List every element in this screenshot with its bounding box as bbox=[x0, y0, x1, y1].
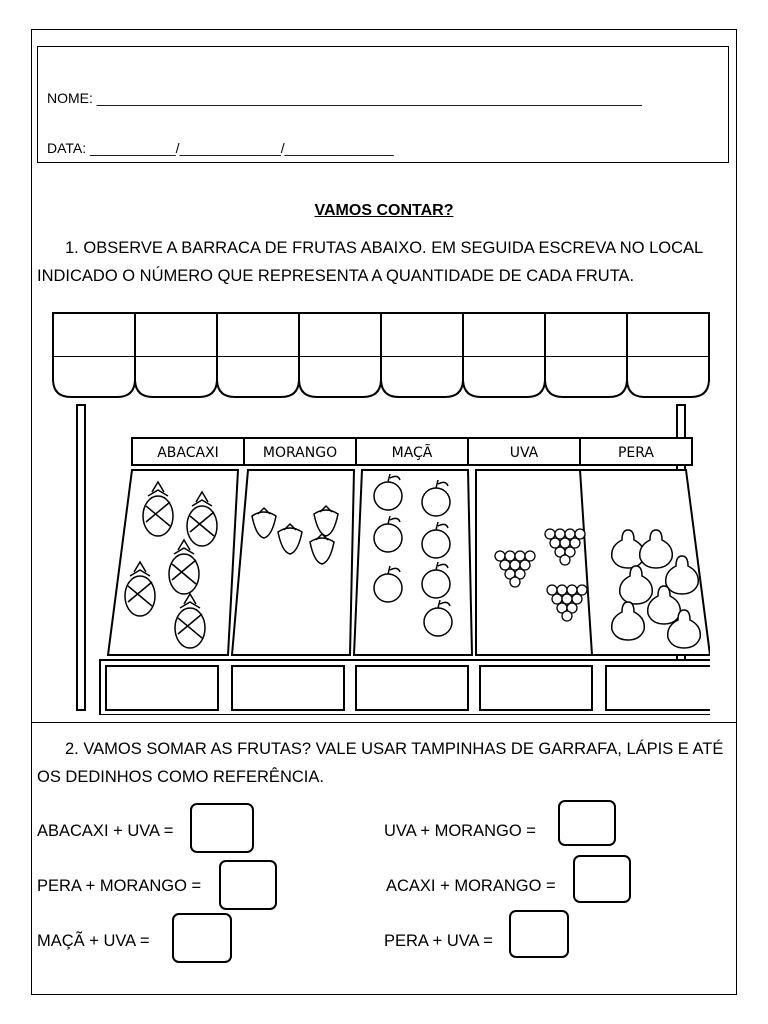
answer-box-pera[interactable] bbox=[606, 666, 710, 710]
label-morango: MORANGO bbox=[262, 445, 338, 461]
question-1-text: OBSERVE A BARRACA DE FRUTAS ABAIXO. EM SEGUIDA ESCREVA NO LOCAL INDICADO O NÚMERO QUE REPRESENTA A QUANTIDADE DE CADA FRUTA. bbox=[37, 239, 703, 285]
sum-acaxi-morango: ACAXI + MORANGO = bbox=[386, 877, 556, 895]
sum-pera-uva: PERA + UVA = bbox=[384, 932, 493, 950]
worksheet-page bbox=[31, 29, 737, 995]
question-2-number: 2. bbox=[65, 740, 79, 758]
section-divider bbox=[32, 722, 736, 723]
label-pera: PERA bbox=[617, 445, 655, 461]
label-uva: UVA bbox=[509, 445, 539, 461]
answer-box-uva[interactable] bbox=[480, 666, 592, 710]
question-2-text: VAMOS SOMAR AS FRUTAS? VALE USAR TAMPINHAS DE GARRAFA, LÁPIS E ATÉ OS DEDINHOS COMO REFERÊNCIA. bbox=[37, 740, 724, 786]
sum-answer-box[interactable] bbox=[558, 800, 616, 846]
sum-maca-uva: MAÇÃ + UVA = bbox=[37, 932, 150, 950]
sum-pera-morango: PERA + MORANGO = bbox=[37, 877, 202, 895]
answer-box-maca[interactable] bbox=[356, 666, 468, 710]
sum-answer-box[interactable] bbox=[190, 803, 254, 853]
sum-answer-box[interactable] bbox=[573, 855, 631, 903]
label-abacaxi: ABACAXI bbox=[157, 445, 219, 461]
answer-box-morango[interactable] bbox=[232, 666, 344, 710]
question-2 bbox=[37, 735, 725, 791]
question-1-number: 1. bbox=[65, 239, 79, 257]
name-field[interactable]: NOME: ______________________________________________________________________ bbox=[47, 90, 642, 106]
sum-answer-box[interactable] bbox=[172, 913, 232, 963]
date-field[interactable]: DATA: ___________/_____________/______________ bbox=[47, 140, 394, 156]
sum-answer-box[interactable] bbox=[219, 860, 277, 910]
worksheet-title: VAMOS CONTAR? bbox=[314, 202, 454, 219]
sum-abacaxi-uva: ABACAXI + UVA = bbox=[37, 822, 174, 840]
student-info-box bbox=[37, 46, 729, 163]
stall-awning bbox=[53, 313, 709, 397]
question-1 bbox=[37, 234, 725, 290]
answer-box-abacaxi[interactable] bbox=[106, 666, 218, 710]
fruit-stall-illustration bbox=[50, 310, 710, 715]
stall-post-left bbox=[77, 405, 85, 710]
sum-answer-box[interactable] bbox=[509, 910, 569, 958]
label-maca: MAÇÃ bbox=[391, 445, 433, 461]
sum-uva-morango: UVA + MORANGO = bbox=[384, 822, 536, 840]
